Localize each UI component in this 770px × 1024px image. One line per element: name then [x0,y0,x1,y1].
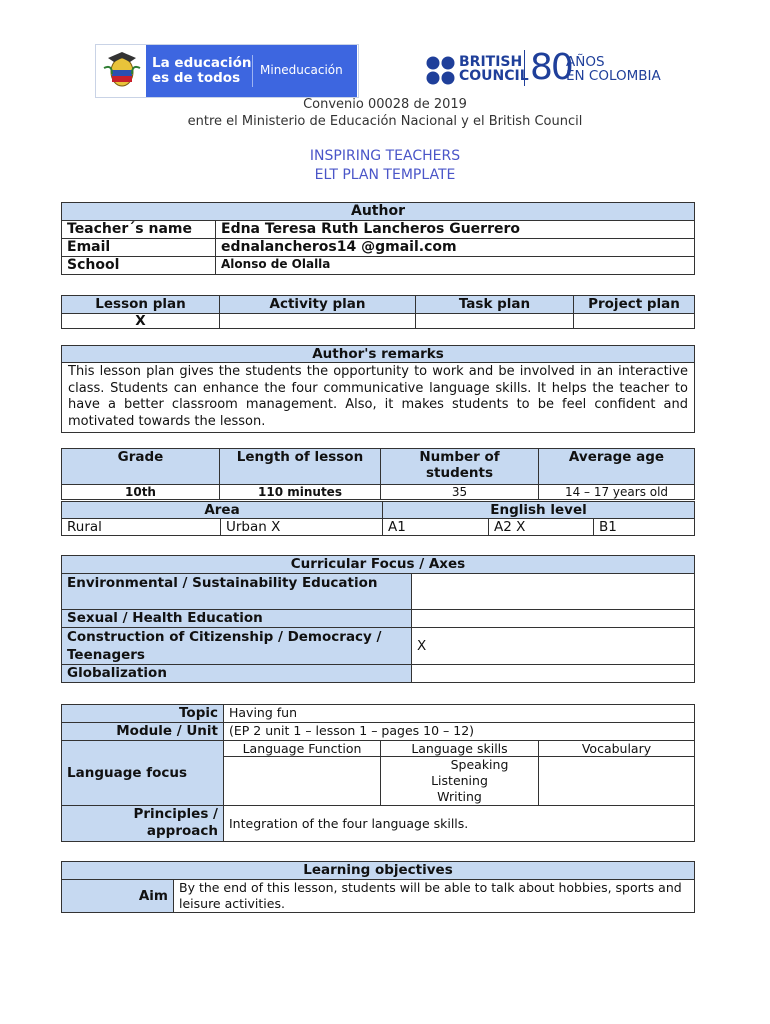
level-a2: A2 X [489,519,594,536]
grade-value: 10th [62,485,220,500]
focus-sexual-health-value [412,610,695,628]
bc-line-2: COUNCIL [459,68,529,84]
teacher-name-value: Edna Teresa Ruth Lancheros Guerrero [216,221,695,239]
students-value: 35 [381,485,539,500]
module-value: (EP 2 unit 1 – lesson 1 – pages 10 – 12) [224,723,695,741]
skill-writing: Writing [437,789,482,804]
school-value: Alonso de Olalla [216,257,695,275]
email-value: ednalancheros14 @gmail.com [216,239,695,257]
activity-plan-label: Activity plan [220,296,416,314]
british-council-dots-icon [426,56,456,86]
focus-sexual-health: Sexual / Health Education [62,610,412,628]
lesson-plan-label: Lesson plan [62,296,220,314]
school-label: School [62,257,216,275]
length-label: Length of lesson [220,449,381,485]
aim-value: By the end of this lesson, students will be able to talk about hobbies, sports and leisure activities. [174,880,695,913]
remarks-text: This lesson plan gives the students the opportunity to work and be involved in an interactive class. Students can enhance the four communicative language skills. It helps the teacher to have a better classroom management. Also, it makes students to be feel confident and motivated towards the lesson. [62,363,695,433]
principles-label [62,806,224,842]
task-plan-cell [416,314,574,329]
bc-anos-2: EN COLOMBIA [566,68,661,84]
mined-line-2: es de todos [152,70,241,86]
length-value: 110 minutes [220,485,381,500]
bc-anos-1: AÑOS [566,54,605,70]
author-table [61,202,695,275]
vocabulary-cell [539,757,695,806]
area-rural: Rural [62,519,221,536]
language-focus-label: Language focus [62,741,224,806]
skill-speaking: Speaking [450,757,509,772]
skill-listening: Listening [431,773,488,788]
convenio-line-1: Convenio 00028 de 2019 [303,97,467,112]
area-label: Area [62,502,383,519]
age-value: 14 – 17 years old [539,485,695,500]
language-skills-cell [381,757,539,806]
focus-citizenship-mark: X [412,628,695,665]
mined-divider [252,55,253,87]
doc-title-2: ELT PLAN TEMPLATE [314,167,456,183]
task-plan-label: Task plan [416,296,574,314]
level-a1: A1 [383,519,489,536]
principles-label-1: Principles / [133,806,218,822]
curricular-focus-table [61,555,695,683]
topic-value: Having fun [224,705,695,723]
author-heading: Author [62,203,695,221]
area-level-table [61,501,695,536]
british-council-wordmark [459,55,529,83]
learning-objectives-table [61,861,695,913]
teacher-name-label: Teacher´s name [62,221,216,239]
lesson-plan-mark: X [62,314,220,329]
grade-table [61,448,695,500]
doc-title-1: INSPIRING TEACHERS [309,148,461,164]
grade-label: Grade [62,449,220,485]
project-plan-label: Project plan [574,296,695,314]
mineducacion-banner [146,45,357,97]
area-urban: Urban X [220,519,382,536]
bc-anos-text [566,55,661,83]
project-plan-cell [574,314,695,329]
mineducacion-logo [95,44,359,98]
focus-environmental-value [412,574,695,610]
topic-table [61,704,695,842]
focus-citizenship: Construction of Citizenship / Democracy / Teenagers [62,628,412,665]
focus-environmental: Environmental / Sustainability Education [62,574,412,610]
level-b1: B1 [594,519,695,536]
plan-type-table [61,295,695,329]
principles-label-2: approach [146,823,218,839]
bc-line-1: BRITISH [459,54,523,70]
mined-ministry-name: Mineducación [260,63,343,77]
activity-plan-cell [220,314,416,329]
mined-line-1: La educación [152,55,252,71]
remarks-heading: Author's remarks [62,346,695,363]
bc-80-years: 80 [524,50,572,86]
module-label: Module / Unit [62,723,224,741]
email-label: Email [62,239,216,257]
remarks-table [61,345,695,433]
english-level-label: English level [383,502,695,519]
focus-globalization: Globalization [62,665,412,683]
language-skills-header: Language skills [381,741,539,757]
age-label: Average age [539,449,695,485]
objectives-heading: Learning objectives [62,862,695,880]
aim-label: Aim [62,880,174,913]
vocabulary-header: Vocabulary [539,741,695,757]
focus-heading: Curricular Focus / Axes [62,556,695,574]
convenio-line-2: entre el Ministerio de Educación Nacional y el British Council [187,114,583,129]
focus-globalization-value [412,665,695,683]
students-label: Number of students [381,449,539,485]
topic-label: Topic [62,705,224,723]
colombia-crest-icon [100,48,144,92]
language-function-cell [224,757,381,806]
language-function-header: Language Function [224,741,381,757]
principles-value: Integration of the four language skills. [224,806,695,842]
